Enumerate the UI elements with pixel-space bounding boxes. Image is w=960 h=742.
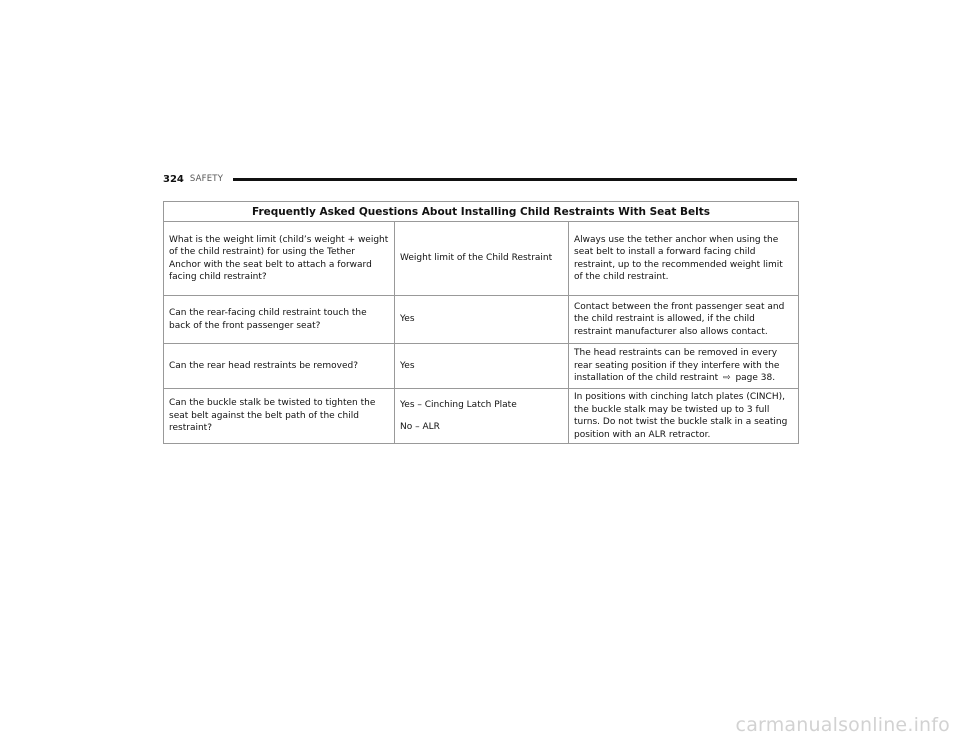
table-row — [164, 222, 798, 296]
question-cell: Can the buckle stalk be twisted to tighten the seat belt against the belt path of the child restraint? — [164, 389, 395, 443]
answer-cell — [395, 389, 569, 443]
note-cell: Always use the tether anchor when using the seat belt to install a forward facing child restraint, up to the recommended weight limit of the child restraint. — [574, 234, 783, 282]
answer-cell: Yes — [395, 344, 569, 388]
page-number: 324 — [163, 173, 184, 185]
page-header — [163, 172, 797, 186]
table-row — [164, 344, 798, 389]
answer-option: Yes – Cinching Latch Plate — [400, 400, 517, 410]
page-reference-link[interactable]: page 38. — [735, 373, 776, 384]
answer-cell: Weight limit of the Child Restraint — [395, 222, 569, 295]
answer-option: No – ALR — [400, 421, 440, 432]
table-title: Frequently Asked Questions About Installing Child Restraints With Seat Belts — [164, 202, 798, 222]
section-title: SAFETY — [189, 174, 224, 184]
note-cell: In positions with cinching latch plates (CINCH), the buckle stalk may be twisted up to 3 full turns. Do not twist the buckle stalk in a seating position with an ALR retractor. — [574, 392, 788, 440]
page-reference-arrow-icon: ⇨ — [723, 373, 731, 384]
table-row — [164, 389, 798, 444]
header-rule — [233, 178, 797, 181]
table-row — [164, 296, 798, 344]
question-cell: What is the weight limit (child’s weight + weight of the child restraint) for using the Tether Anchor with the seat belt to attach a forward facing child restraint? — [164, 222, 395, 295]
note-cell: Contact between the front passenger seat and the child restraint is allowed, if the child restraint manufacturer also allows contact. — [574, 301, 785, 337]
note-text: The head restraints can be removed in every rear seating position if they interfere with the installation of the child restraint — [574, 348, 780, 384]
note-cell — [569, 344, 798, 388]
question-cell: Can the rear head restraints be removed? — [164, 344, 395, 388]
answer-cell: Yes — [395, 296, 569, 343]
question-cell: Can the rear-facing child restraint touch the back of the front passenger seat? — [164, 296, 395, 343]
faq-table — [163, 201, 799, 444]
watermark: carmanualsonline.info — [735, 714, 950, 736]
